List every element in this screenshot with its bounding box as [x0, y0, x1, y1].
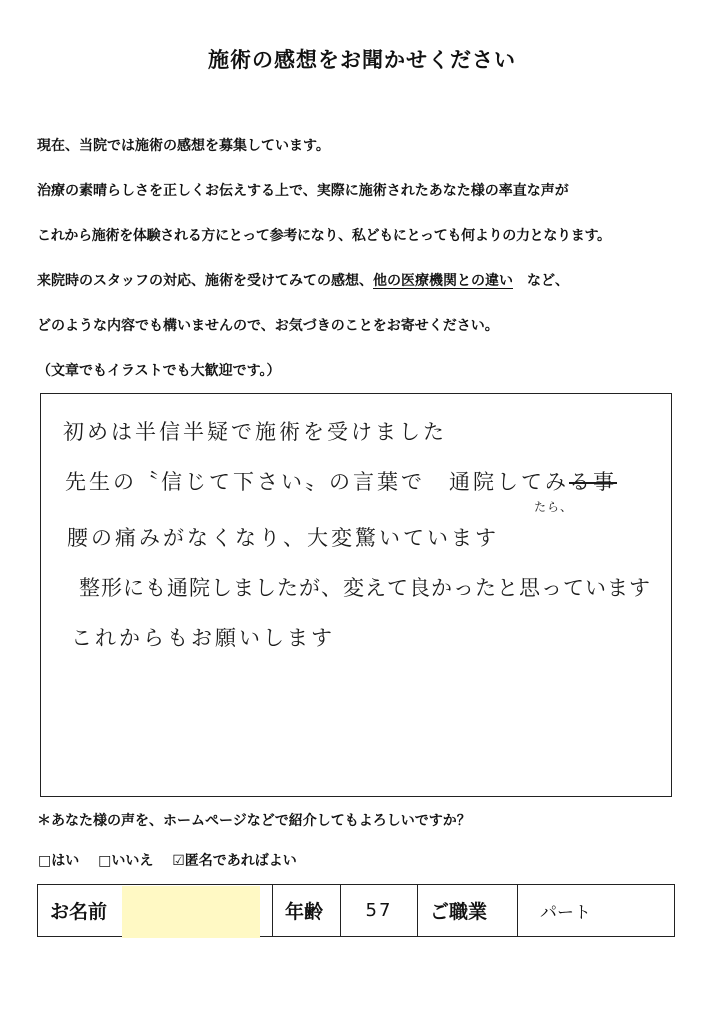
intro-line-1: 現在、当院では施術の感想を募集しています。 [37, 138, 330, 154]
checked-checkbox-icon[interactable]: ☑ [172, 853, 185, 869]
comment-line-5: これからもお願いします [71, 626, 335, 650]
job-field[interactable] [518, 885, 673, 936]
comment-line-2 [65, 466, 617, 496]
comment-line-3: 腰の痛みがなくなり、大変驚いています [67, 526, 499, 550]
choice-no-label: いいえ [111, 853, 154, 869]
publish-question: ＊あなた様の声を、ホームページなどで紹介してもよろしいですか？ [37, 813, 471, 829]
underlined-phrase: 他の医療機関との違い [373, 273, 513, 289]
intro-line-6: （文章でもイラストでも大歓迎です。） [37, 363, 281, 379]
choice-yes[interactable] [38, 850, 79, 870]
job-value: パート [540, 903, 591, 923]
job-label: ご職業 [418, 885, 518, 936]
checkbox-icon[interactable]: □ [38, 853, 52, 869]
intro-text [37, 136, 697, 391]
intro-line-5: どのような内容でも構いませんので、お気づきのことをお寄せください。 [37, 318, 499, 334]
struck-text: る事 [569, 470, 617, 494]
form-title: 施術の感想をお聞かせください [208, 48, 516, 72]
name-field[interactable] [128, 885, 273, 936]
age-value: 57 [365, 900, 393, 921]
respondent-info-table [37, 884, 675, 937]
intro-line-3: これから施術を体験される方にとって参考になり、私どもにとっても何よりの力となります。 [37, 228, 611, 244]
comment-line-2-text: 先生の〝信じて下さい〟の言葉で 通院してみ [65, 470, 569, 494]
intro-line-4-start: 来院時のスタッフの対応、施術を受けてみての感想、 [37, 273, 373, 289]
intro-line-4-end: など、 [513, 273, 569, 289]
choice-no[interactable] [98, 850, 153, 870]
intro-line-4 [37, 271, 697, 316]
redaction-highlight [122, 886, 260, 938]
correction-text: たら、 [534, 500, 574, 514]
comment-line-4: 整形にも通院しましたが、変えて良かったと思っています [79, 576, 651, 600]
comment-line-1: 初めは半信半疑で施術を受けました [63, 420, 447, 444]
choice-yes-label: はい [51, 853, 80, 869]
name-label: お名前 [50, 901, 108, 923]
comment-box [40, 393, 672, 797]
age-label: 年齢 [273, 885, 341, 936]
checkbox-icon[interactable]: □ [98, 853, 112, 869]
publish-choices [38, 850, 311, 870]
choice-anonymous[interactable] [172, 850, 297, 870]
intro-line-2: 治療の素晴らしさを正しくお伝えする上で、実際に施術されたあなた様の率直な声が [37, 183, 569, 199]
choice-anonymous-label: 匿名であればよい [184, 853, 297, 869]
age-field[interactable] [341, 885, 418, 936]
